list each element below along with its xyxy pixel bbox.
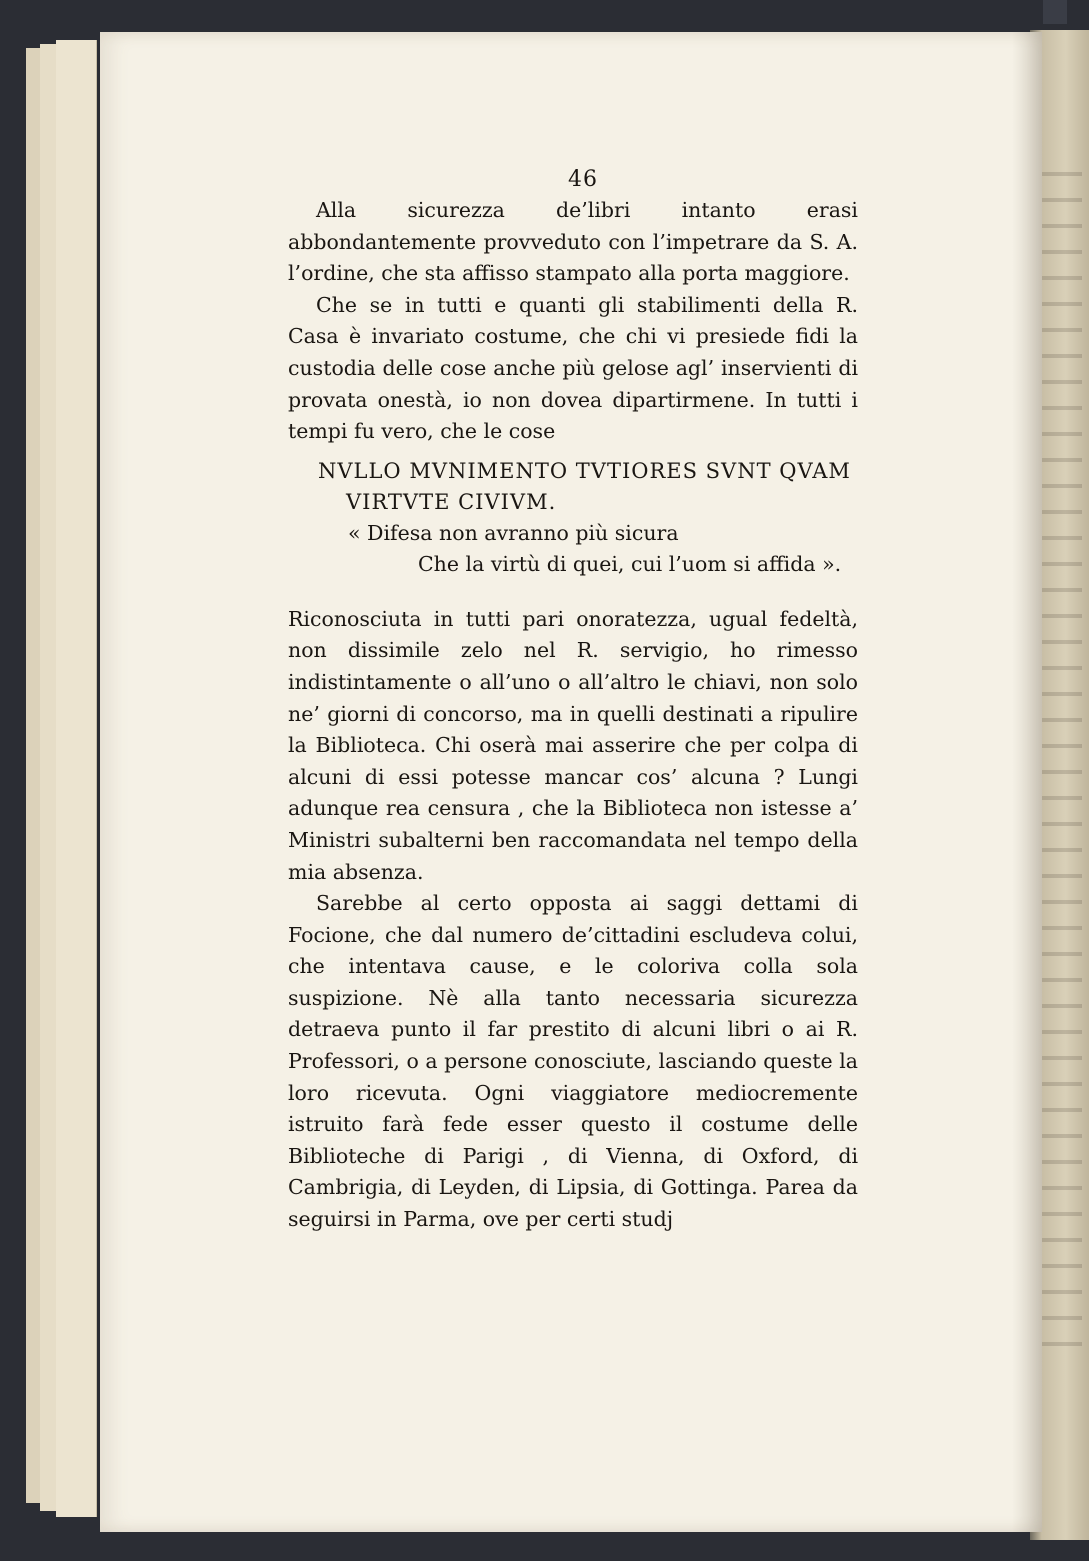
page-edge <box>56 40 97 1517</box>
latin-motto <box>288 456 858 518</box>
paragraph-1: Alla sicurezza de’libri intanto erasi abbondantemente provveduto con l’impetrare da S. A. l’ordine, che sta affisso stampato alla porta maggiore. <box>288 198 858 286</box>
quote-line-2: Che la virtù di quei, cui l’uom si affida ». <box>418 551 842 576</box>
motto-line-1: NVLLO MVNIMENTO TVTIORES SVNT QVAM <box>318 458 851 483</box>
gutter-shadow <box>1012 32 1042 1532</box>
paragraph-2: Che se in tutti e quanti gli stabilimenti della R. Casa è invariato costume, che chi vi presiede fidi la custodia delle cose anche più gelose agl’ inservienti di provata onestà, io non dovea dipartirmene. In tutti i tempi fu vero, che le cose <box>288 292 858 444</box>
paragraph-4: Sarebbe al certo opposta ai saggi dettami di Focione, che dal numero de’cittadini escludeva colui, che intentava cause, e le coloriva colla sola suspizione. Nè alla tanto necessaria sicurezza detraeva punto il far prestito di alcuni libri o ai R. Professori, o a persone conosciute, lasciando queste la loro ricevuta. Ogni viaggiatore mediocremente istruito farà fede esser questo il costume delle Biblioteche di Parigi , di Vienna, di Oxford, di Cambrigia, di Leyden, di Lipsia, di Gottinga. Parea da seguirsi in Parma, ove per certi studj <box>288 891 858 1232</box>
page-number: 46 <box>568 167 598 192</box>
scan-corner-mark <box>1043 0 1067 24</box>
spacer <box>288 580 858 604</box>
bleed-through-text <box>1038 150 1082 1350</box>
page-text-block <box>288 165 858 1236</box>
verse-quotation <box>288 518 858 580</box>
motto-line-2: VIRTVTE CIVIVM. <box>346 489 557 514</box>
quote-line-1: « Difesa non avranno più sicura <box>348 520 679 545</box>
paragraph-3: Riconosciuta in tutti pari onoratezza, ugual fedeltà, non dissimile zelo nel R. servigio, ho rimesso indistintamente o all’uno o all’altro le chiavi, non solo ne’ giorni di concorso, ma in quelli destinati a ripulire la Biblioteca. Chi oserà mai asserire che per colpa di alcuni di essi potesse mancar cos’ alcuna ? Lungi adunque rea censura , che la Biblioteca non istesse a’ Ministri subalterni ben raccomandata nel tempo della mia absenza. <box>288 606 858 884</box>
